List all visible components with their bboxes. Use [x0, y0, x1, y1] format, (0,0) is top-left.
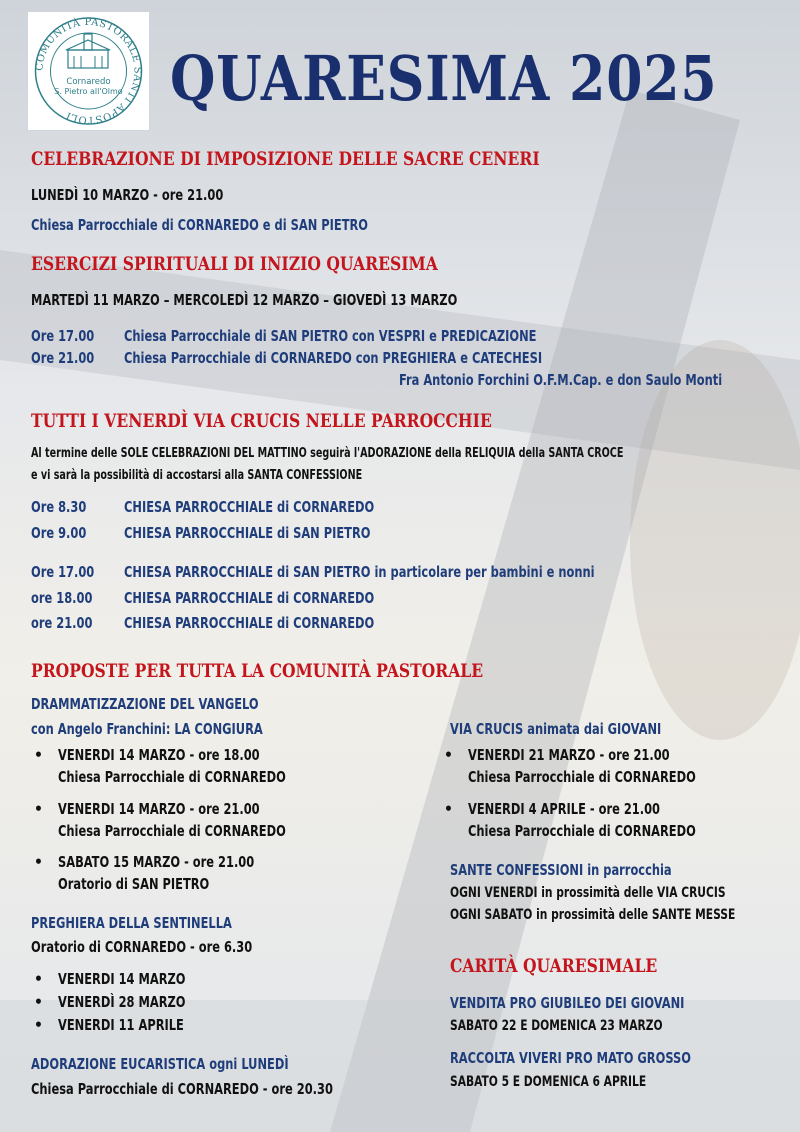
- dramma-title: DRAMMATIZZAZIONE DEL VANGELO: [31, 695, 259, 713]
- giovani-item: • VENERDI 21 MARZO - ore 21.00: [468, 746, 714, 764]
- confessioni-line: OGNI VENERDI in prossimità delle VIA CRUCIS: [450, 885, 726, 901]
- proposte-heading: PROPOSTE PER TUTTA LA COMUNITÀ PASTORALE: [31, 660, 484, 682]
- dramma-item: • VENERDI 14 MARZO - ore 21.00: [58, 800, 304, 818]
- carita-title: VENDITA PRO GIUBILEO DEI GIOVANI: [450, 994, 685, 1012]
- svg-text:Cornaredo: Cornaredo: [66, 77, 111, 87]
- viacrucis-time: Ore 17.00: [31, 563, 95, 581]
- dramma-item-place: Oratorio di SAN PIETRO: [58, 875, 210, 893]
- viacrucis-note: Al termine delle SOLE CELEBRAZIONI DEL MATTINO seguirà l'ADORAZIONE della RELIQUIA della SANTA CROCE: [31, 446, 624, 461]
- viacrucis-time: Ore 8.30: [31, 498, 87, 516]
- esercizi-speakers: Fra Antonio Forchini O.F.M.Cap. e don Saulo Monti: [399, 371, 723, 389]
- sentinella-subtitle: Oratorio di CORNAREDO - ore 6.30: [31, 938, 253, 956]
- esercizi-row-text: Chiesa Parrocchiale di CORNAREDO con PREGHIERA e CATECHESI: [124, 349, 543, 367]
- viacrucis-time: Ore 9.00: [31, 524, 87, 542]
- viacrucis-time: ore 18.00: [31, 589, 93, 607]
- viacrucis-heading: TUTTI I VENERDÌ VIA CRUCIS NELLE PARROCCHIE: [31, 410, 492, 432]
- viacrucis-place: CHIESA PARROCCHIALE di CORNAREDO: [124, 589, 375, 607]
- sentinella-item: • VENERDI 11 APRILE: [58, 1016, 211, 1034]
- church-seal-icon: [28, 12, 149, 130]
- esercizi-heading: ESERCIZI SPIRITUALI DI INIZIO QUARESIMA: [31, 253, 438, 275]
- carita-heading: CARITÀ QUARESIMALE: [450, 955, 658, 977]
- carita-dates: SABATO 5 E DOMENICA 6 APRILE: [450, 1074, 647, 1090]
- viacrucis-place: CHIESA PARROCCHIALE di SAN PIETRO: [124, 524, 371, 542]
- ceneri-heading: CELEBRAZIONE DI IMPOSIZIONE DELLE SACRE CENERI: [31, 148, 540, 170]
- esercizi-row-text: Chiesa Parrocchiale di SAN PIETRO con VESPRI e PREDICAZIONE: [124, 327, 537, 345]
- carita-dates: SABATO 22 E DOMENICA 23 MARZO: [450, 1018, 663, 1034]
- dramma-item-place: Chiesa Parrocchiale di CORNAREDO: [58, 768, 286, 786]
- confessioni-line: OGNI SABATO in prossimità delle SANTE MESSE: [450, 907, 736, 923]
- dramma-subtitle: con Angelo Franchini: LA CONGIURA: [31, 720, 263, 738]
- giovani-item: • VENERDI 4 APRILE - ore 21.00: [468, 800, 702, 818]
- esercizi-dates: MARTEDÌ 11 MARZO – MERCOLEDÌ 12 MARZO – GIOVEDÌ 13 MARZO: [31, 291, 458, 309]
- confessioni-title: SANTE CONFESSIONI in parrocchia: [450, 861, 672, 879]
- carita-title: RACCOLTA VIVERI PRO MATO GROSSO: [450, 1049, 691, 1067]
- sentinella-item: • VENERDI 14 MARZO: [58, 970, 214, 988]
- giovani-title: VIA CRUCIS animata dai GIOVANI: [450, 720, 662, 738]
- viacrucis-place: CHIESA PARROCCHIALE di SAN PIETRO in particolare per bambini e nonni: [124, 563, 595, 581]
- giovani-item-place: Chiesa Parrocchiale di CORNAREDO: [468, 822, 696, 840]
- ceneri-datetime: LUNEDÌ 10 MARZO - ore 21.00: [31, 186, 224, 204]
- dramma-item: • VENERDI 14 MARZO - ore 18.00: [58, 746, 304, 764]
- esercizi-row: Ore 21.00: [31, 349, 95, 367]
- viacrucis-place: CHIESA PARROCCHIALE di CORNAREDO: [124, 614, 375, 632]
- adorazione-title: ADORAZIONE EUCARISTICA ogni LUNEDÌ: [31, 1055, 289, 1073]
- viacrucis-note: e vi sarà la possibilità di accostarsi alla SANTA CONFESSIONE: [31, 468, 363, 483]
- sentinella-item: • VENERDÌ 28 MARZO: [58, 993, 214, 1011]
- viacrucis-place: CHIESA PARROCCHIALE di CORNAREDO: [124, 498, 375, 516]
- page-title: QUARESIMA 2025: [170, 42, 718, 115]
- logo: [27, 11, 150, 131]
- ceneri-place: Chiesa Parrocchiale di CORNAREDO e di SAN PIETRO: [31, 216, 369, 234]
- giovani-item-place: Chiesa Parrocchiale di CORNAREDO: [468, 768, 696, 786]
- dramma-item-place: Chiesa Parrocchiale di CORNAREDO: [58, 822, 286, 840]
- dramma-item: • SABATO 15 MARZO - ore 21.00: [58, 853, 297, 871]
- viacrucis-time: ore 21.00: [31, 614, 93, 632]
- esercizi-row: Ore 17.00: [31, 327, 95, 345]
- svg-text:COMUNITÀ PASTORALE SANTI APOST: COMUNITÀ PASTORALE SANTI APOSTOLI: [34, 16, 143, 126]
- adorazione-subtitle: Chiesa Parrocchiale di CORNAREDO - ore 20.30: [31, 1080, 333, 1098]
- svg-text:S. Pietro all'Olmo: S. Pietro all'Olmo: [54, 87, 123, 96]
- sentinella-title: PREGHIERA DELLA SENTINELLA: [31, 914, 232, 932]
